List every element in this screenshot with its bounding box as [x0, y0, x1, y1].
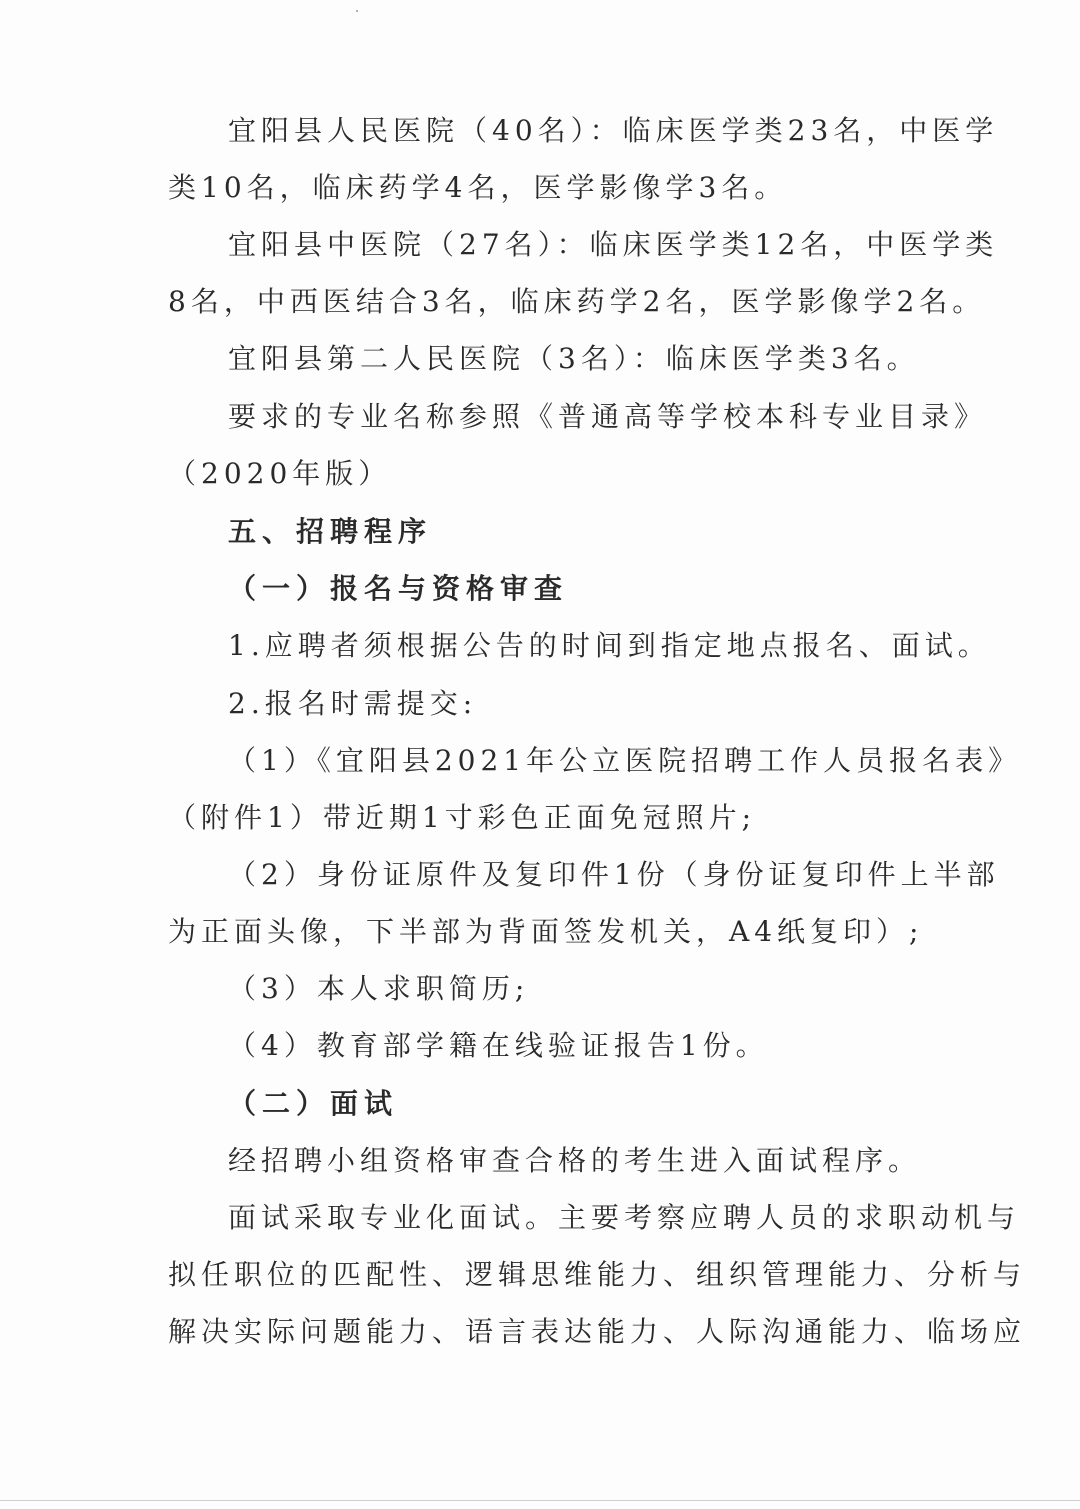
interview-paragraph-2: 面试采取专业化面试。主要考察应聘人员的求职动机与	[228, 1201, 1021, 1234]
subsection-one-title: （一）报名与资格审查	[228, 572, 569, 605]
subsection-two-title: （二）面试	[228, 1087, 399, 1120]
scan-artifact-dot	[356, 10, 358, 12]
registration-subitem-4: （4）教育部学籍在线验证报告1份。	[228, 1029, 769, 1062]
registration-subitem-2: （2）身份证原件及复印件1份（身份证复印件上半部	[228, 858, 1000, 891]
registration-item-2: 2.报名时需提交:	[228, 687, 478, 720]
paragraph-renmin-hospital-cont: 类10名，临床药学4名，医学影像学3名。	[168, 171, 788, 204]
paragraph-tcm-hospital-cont: 8名，中西医结合3名，临床药学2名，医学影像学2名。	[168, 285, 986, 318]
paragraph-major-catalog-cont: （2020年版）	[168, 457, 392, 490]
paragraph-major-catalog: 要求的专业名称参照《普通高等学校本科专业目录》	[228, 400, 988, 433]
paragraph-renmin-hospital: 宜阳县人民医院（40名）：临床医学类23名，中医学	[228, 114, 999, 147]
registration-subitem-1: （1）《宜阳县2021年公立医院招聘工作人员报名表》	[228, 744, 1022, 777]
paragraph-tcm-hospital: 宜阳县中医院（27名）：临床医学类12名，中医学类	[228, 228, 999, 261]
paragraph-second-hospital: 宜阳县第二人民医院（3名）：临床医学类3名。	[228, 342, 920, 375]
section-five-title: 五、招聘程序	[228, 515, 433, 548]
interview-paragraph-2-cont-2: 解决实际问题能力、语言表达能力、人际沟通能力、临场应	[168, 1315, 1027, 1348]
registration-subitem-1-cont: （附件1）带近期1寸彩色正面免冠照片;	[168, 801, 757, 834]
registration-item-1: 1.应聘者须根据公告的时间到指定地点报名、面试。	[228, 629, 991, 662]
registration-subitem-3: （3）本人求职简历;	[228, 972, 530, 1005]
scan-edge-line	[0, 1500, 1080, 1501]
interview-paragraph-1: 经招聘小组资格审查合格的考生进入面试程序。	[228, 1144, 922, 1177]
registration-subitem-2-cont: 为正面头像，下半部为背面签发机关，A4纸复印）;	[168, 915, 924, 948]
interview-paragraph-2-cont-1: 拟任职位的匹配性、逻辑思维能力、组织管理能力、分析与	[168, 1258, 1027, 1291]
